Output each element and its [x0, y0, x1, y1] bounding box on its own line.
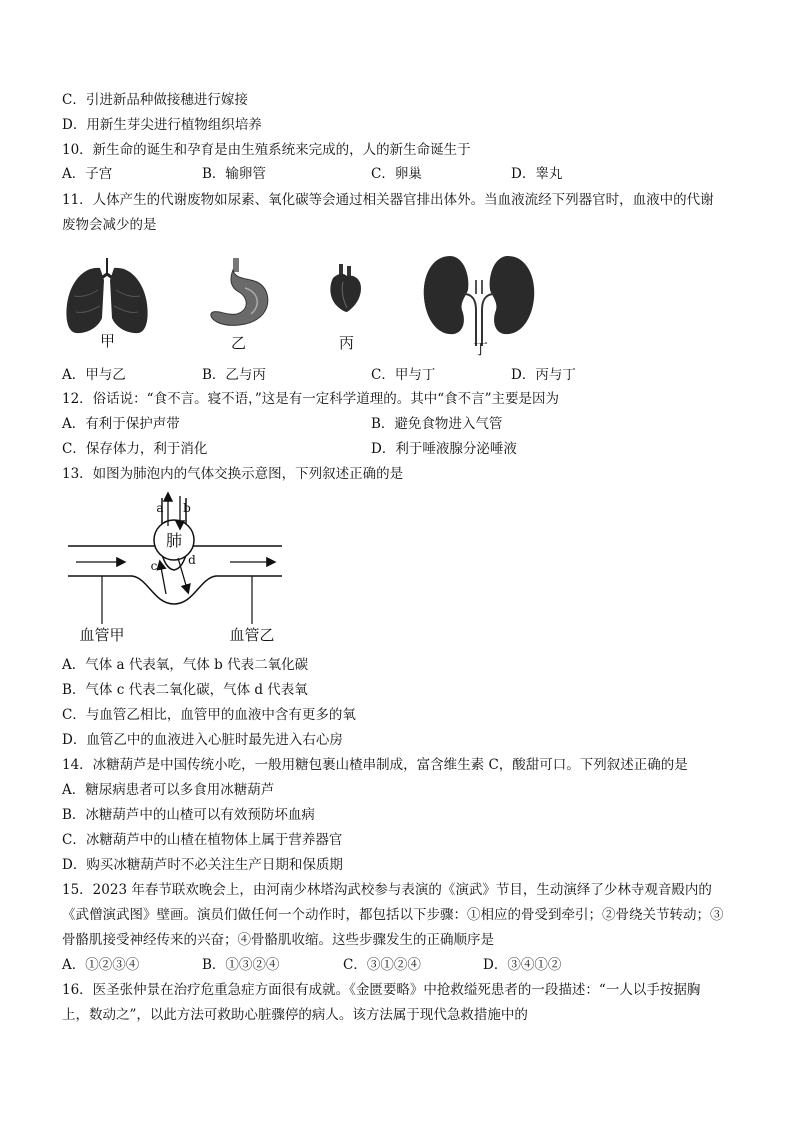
vessel-right-label: 血管乙	[229, 626, 275, 644]
q10-option-a: A．子宫	[62, 166, 113, 182]
q15-option-d: D．③④①②	[483, 957, 562, 973]
q10-stem: 10．新生命的诞生和孕育是由生殖系统来完成的，人的新生命诞生于	[62, 142, 471, 158]
q11-option-b: B．乙与丙	[202, 367, 266, 383]
q10-option-d: D．睾丸	[511, 166, 563, 182]
q12-option-b: B．避免食物进入气管	[371, 416, 503, 432]
q16-stem-line2: 上，数动之”，以此方法可救助心脏骤停的病人。该方法属于现代急救措施中的	[62, 1007, 528, 1023]
q11-option-d: D．丙与丁	[511, 367, 576, 383]
q14-option-a: A．糖尿病患者可以多食用冰糖葫芦	[62, 782, 275, 798]
kidneys-image	[420, 250, 538, 350]
alveolus-label: 肺	[165, 531, 183, 550]
organ-label-ding: 丁	[473, 340, 489, 358]
q9-option-c: C．引进新品种做接穗进行嫁接	[62, 92, 248, 108]
q10-option-c: C．卵巢	[371, 166, 422, 182]
arrow-label-b: b	[183, 501, 191, 515]
q12-option-c: C．保存体力，利于消化	[62, 441, 208, 457]
q11-option-a: A．甲与乙	[62, 367, 126, 383]
heart-image	[325, 262, 365, 314]
q14-option-b: B．冰糖葫芦中的山楂可以有效预防坏血病	[62, 807, 315, 823]
q13-stem: 13．如图为肺泡内的气体交换示意图，下列叙述正确的是	[62, 466, 404, 482]
vessel-left-label: 血管甲	[79, 626, 125, 644]
organ-label-yi: 乙	[231, 334, 247, 352]
arrow-label-d: d	[188, 553, 196, 567]
q14-stem: 14．冰糖葫芦是中国传统小吃，一般用糖包裹山楂串制成，富含维生素 C，酸甜可口。下列叙述正确的是	[62, 757, 688, 773]
q13-option-c: C．与血管乙相比，血管甲的血液中含有更多的氧	[62, 707, 356, 723]
q12-option-d: D．利于唾液腺分泌唾液	[371, 441, 517, 457]
stomach-image	[205, 258, 275, 330]
q12-option-a: A．有利于保护声带	[62, 416, 180, 432]
lungs-image	[62, 256, 152, 336]
q15-option-b: B．①③②④	[202, 957, 280, 973]
organ-label-jia: 甲	[100, 332, 116, 350]
q12-stem: 12．俗话说：“食不言。寝不语，”这是有一定科学道理的。其中“食不言”主要是因为	[62, 391, 560, 407]
alveolus-gas-exchange-diagram	[62, 488, 287, 648]
q13-option-d: D．血管乙中的血液进入心脏时最先进入右心房	[62, 732, 343, 748]
q14-option-c: C．冰糖葫芦中的山楂在植物体上属于营养器官	[62, 832, 343, 848]
q15-stem-line2: 《武僧演武图》壁画。演员们做任何一个动作时，都包括以下步骤：①相应的骨受到牵引；②骨绕关节转动；③	[62, 907, 724, 923]
q11-stem-line2: 废物会减少的是	[62, 217, 157, 233]
q15-stem-line1: 15．2023 年春节联欢晚会上，由河南少林塔沟武校参与表演的《演武》节目，生动演绎了少林寺观音殿内的	[62, 882, 712, 898]
arrow-label-c: c	[150, 559, 158, 573]
q13-option-b: B．气体 c 代表二氧化碳，气体 d 代表氧	[62, 682, 308, 698]
q10-option-b: B．输卵管	[202, 166, 266, 182]
q9-option-d: D．用新生芽尖进行植物组织培养	[62, 117, 262, 133]
q11-option-c: C．甲与丁	[371, 367, 436, 383]
q13-option-a: A．气体 a 代表氧，气体 b 代表二氧化碳	[62, 657, 309, 673]
q14-option-d: D．购买冰糖葫芦时不必关注生产日期和保质期	[62, 857, 343, 873]
q15-option-c: C．③①②④	[343, 957, 421, 973]
q15-option-a: A．①②③④	[62, 957, 140, 973]
organ-label-bing: 丙	[339, 334, 355, 352]
q15-stem-line3: 骨骼肌接受神经传来的兴奋；④骨骼肌收缩。这些步骤发生的正确顺序是	[62, 932, 494, 948]
q16-stem-line1: 16．医圣张仲景在治疗危重急症方面很有成就。《金匮要略》中抢救缢死患者的一段描述：“一人以手按据胸	[62, 982, 701, 998]
q11-stem-line1: 11．人体产生的代谢废物如尿素、氧化碳等会通过相关器官排出体外。当血液流经下列器官时，血液中的代谢	[62, 192, 714, 208]
arrow-label-a: a	[156, 501, 164, 515]
